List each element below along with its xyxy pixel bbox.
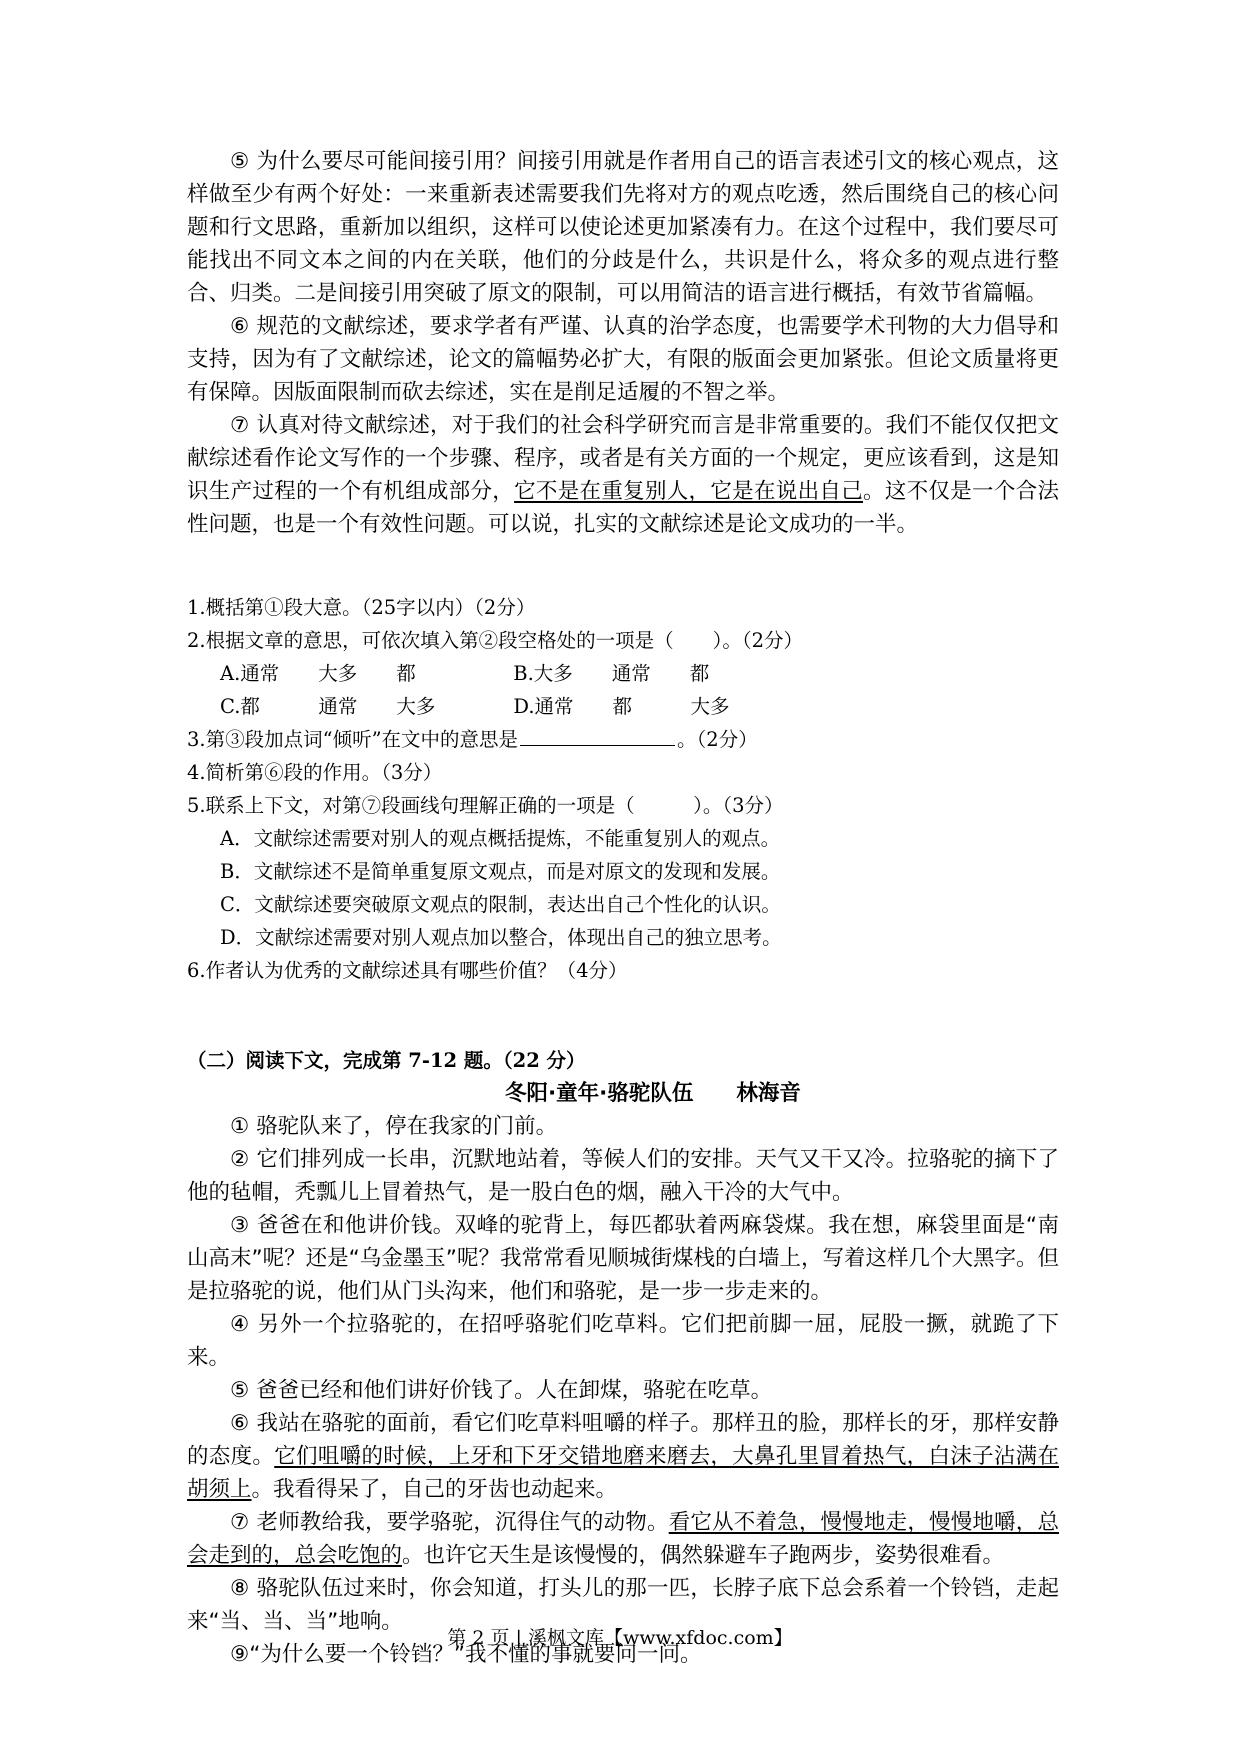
question-2: 2.根据文章的意思，可依次填入第②段空格处的一项是（ ）。（2分） [187,629,804,652]
paragraph-7-text-a: ⑦ 认真对待文献综述，对于我们的社会科学研究而言是非常重要的。我们不能仅仅把文献综述看作论文写作的一个步骤、程序，或者是有关方面的一个规定，更应该看到，这是知识生产过程的一个有机组成部分， [187,413,1059,504]
paragraph-7-underlined-sentence: 它不是在重复别人，它是在说出自己 [514,479,864,504]
section-two-heading: （二）阅读下文，完成第 7-12 题。（22 分） [187,1049,586,1072]
question-2-options-row-2: C.都 通常 大多 D.通常 都 大多 [220,695,730,718]
question-3-text-b: 。（2分） [677,728,758,751]
question-6: 6.作者认为优秀的文献综述具有哪些价值？（4分） [187,959,628,982]
paragraph-6: ⑥ 规范的文献综述，要求学者有严谨、认真的治学态度，也需要学术刊物的大力倡导和支持，因为有了文献综述，论文的篇幅势必扩大，有限的版面会更加紧张。但论文质量将更有保障。因版面限制而砍去综述，实在是削足适履的不智之举。 [187,314,1059,405]
section-two [187,1044,1059,1671]
question-5-option-d: D．文献综述需要对别人观点加以整合，体现出自己的独立思考。 [220,926,782,949]
paragraph-7 [187,409,1059,541]
question-4: 4.简析第⑥段的作用。（3分） [187,761,443,784]
story-paragraph-5: ⑤ 爸爸已经和他们讲好价钱了。人在卸煤，骆驼在吃草。 [230,1378,773,1403]
passage-one [187,145,1059,541]
question-5-option-a: A．文献综述需要对别人的观点概括提炼，不能重复别人的观点。 [220,827,781,850]
question-3-text-a: 3.第③段加点词“倾听”在文中的意思是 [187,728,519,751]
question-5-option-b: B．文献综述不是简单重复原文观点，而是对原文的发现和发展。 [220,860,781,883]
story-paragraph-4: ④ 另外一个拉骆驼的，在招呼骆驼们吃草料。它们把前脚一屈，屁股一撅，就跪了下来。 [187,1312,1059,1370]
question-3 [187,723,1059,756]
question-5: 5.联系上下文，对第⑦段画线句理解正确的一项是（ ）。（3分） [187,794,784,817]
story-paragraph-7 [187,1506,1059,1572]
story-paragraph-7-text-b: 。也许它天生是该慢慢的，偶然躲避车子跑两步，姿势很难看。 [402,1543,1005,1568]
question-2-options-row-1: A.通常 大多 都 B.大多 通常 都 [220,662,710,685]
story-paragraph-3: ③ 爸爸在和他讲价钱。双峰的驼背上，每匹都驮着两麻袋煤。我在想，麻袋里面是“南山高末”呢？还是“乌金墨玉”呢？我常常看见顺城街煤栈的白墙上，写着这样几个大黑字。但是拉骆驼的说，他们从门头沟来，他们和骆驼，是一步一步走来的。 [187,1213,1059,1304]
story-paragraph-9: ⑨“为什么要一个铃铛？”我不懂的事就要问一问。 [230,1642,702,1667]
story-paragraph-8: ⑧ 骆驼队伍过来时，你会知道，打头儿的那一匹，长脖子底下总会系着一个铃铛，走起来“当、当、当”地响。 [187,1576,1059,1634]
answer-blank [520,744,675,746]
story-paragraph-2: ② 它们排列成一长串，沉默地站着，等候人们的安排。天气又干又冷。拉骆驼的摘下了他的毡帽，秃瓢儿上冒着热气，是一股白色的烟，融入干冷的大气中。 [187,1147,1059,1205]
page-footer: 第 2 页 | 溪枫文库【www.xfdoc.com】 [447,1627,793,1649]
story-paragraph-7-text-a: ⑦ 老师教给我，要学骆驼，沉得住气的动物。 [230,1510,669,1535]
story-paragraph-7-underlined-sentence: 看它从不着急，慢慢地走，慢慢地嚼，总会走到的，总会吃饱的 [187,1510,1059,1568]
paragraph-7-text-b: 。这不仅是一个合法性问题，也是一个有效性问题。可以说，扎实的文献综述是论文成功的一半。 [187,479,1059,537]
question-1: 1.概括第①段大意。（25字以内）（2分） [187,596,536,619]
question-5-option-c: C．文献综述要突破原文观点的限制，表达出自己个性化的认识。 [220,893,781,916]
story-paragraph-6-underlined-sentence: 它们咀嚼的时候，上牙和下牙交错地磨来磨去，大鼻孔里冒着热气，白沫子沾满在胡须上 [187,1444,1059,1502]
questions-block [187,591,1059,987]
story-paragraph-6 [187,1407,1059,1506]
story-paragraph-6-text-a: ⑥ 我站在骆驼的面前，看它们吃草料咀嚼的样子。那样丑的脸，那样长的牙，那样安静的态度。 [187,1411,1059,1469]
paragraph-5: ⑤ 为什么要尽可能间接引用？间接引用就是作者用自己的语言表述引文的核心观点，这样做至少有两个好处：一来重新表述需要我们先将对方的观点吃透，然后围绕自己的核心问题和行文思路，重新加以组织，这样可以使论述更加紧凑有力。在这个过程中，我们要尽可能找出不同文本之间的内在关联，他们的分歧是什么，共识是什么，将众多的观点进行整合、归类。二是间接引用突破了原文的限制，可以用简洁的语言进行概括，有效节省篇幅。 [187,149,1059,306]
story-paragraph-6-text-b: 。我看得呆了，自己的牙齿也动起来。 [251,1477,618,1502]
story-paragraph-1: ① 骆驼队来了，停在我家的门前。 [230,1114,558,1139]
article-title: 冬阳·童年·骆驼队伍 林海音 [505,1081,801,1106]
